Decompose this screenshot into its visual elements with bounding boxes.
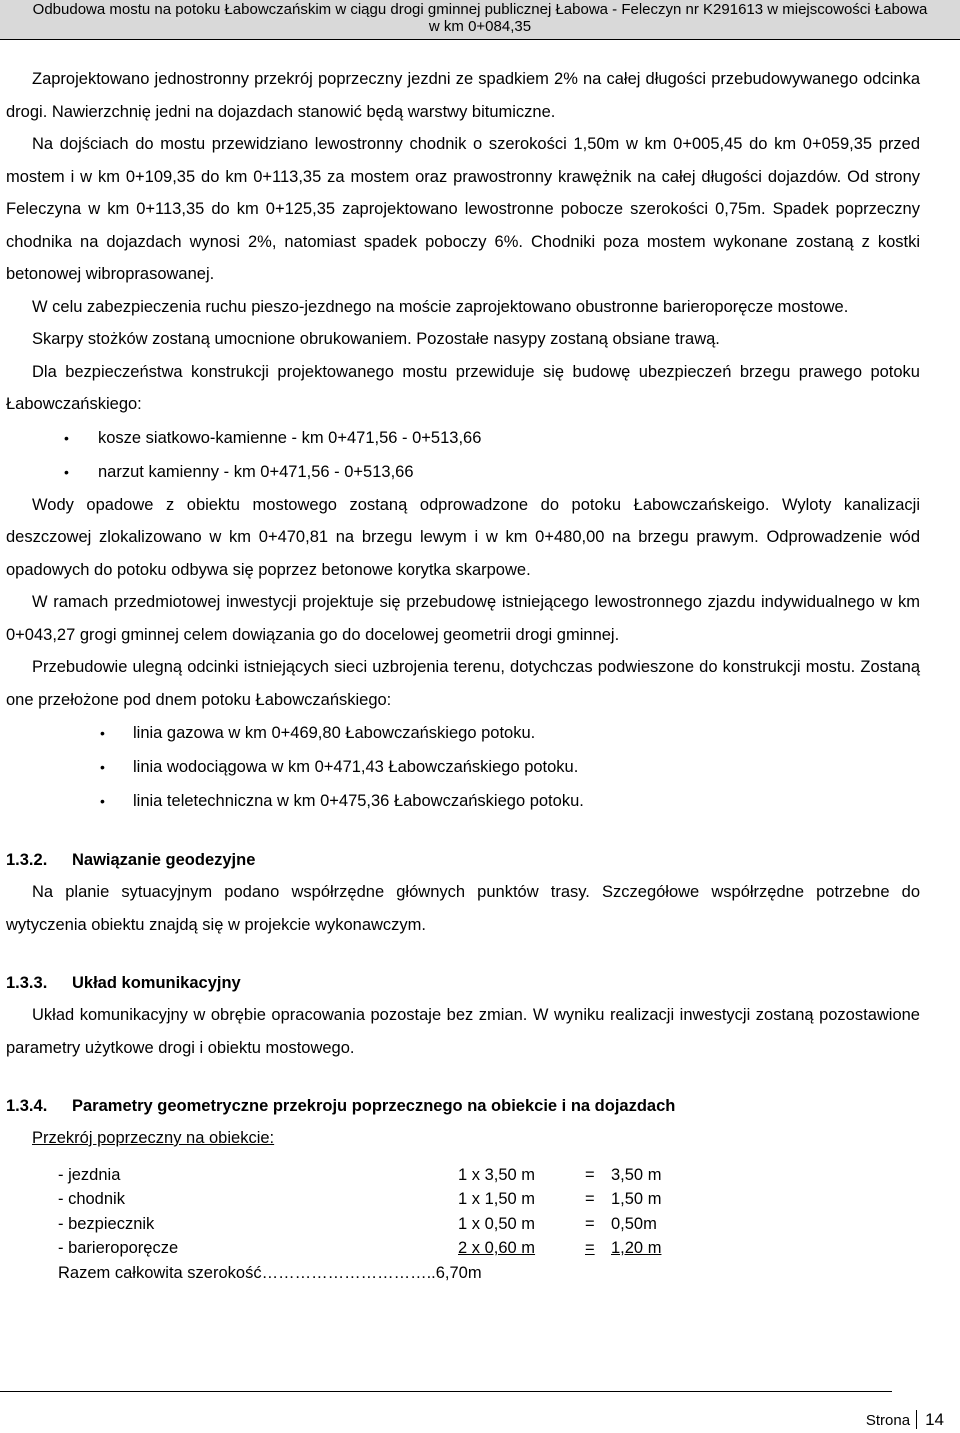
bullet-icon: • <box>100 793 105 809</box>
document-body <box>6 63 920 1285</box>
paragraph-driveway: W ramach przedmiotowej inwestycji projektuje się przebudowę istniejącego lewostronnego zjazdu indywidualnego w km 0+043,27 grogi gminnej celem dowiązania go do docelowej geometrii drogi gminnej. <box>6 593 920 644</box>
header-divider <box>0 39 960 40</box>
table-row: - bezpiecznik 1 x 0,50 m = 0,50m <box>58 1214 657 1233</box>
section-heading-1-3-2: 1.3.2. Nawiązanie geodezyjne <box>6 851 256 869</box>
bullet-icon: • <box>100 759 105 775</box>
header-km: w km 0+084,35 <box>428 18 532 35</box>
table-row: - chodnik 1 x 1,50 m = 1,50 m <box>58 1190 662 1208</box>
list-item: • linia teletechniczna w km 0+475,36 Łabowczańskiego potoku. <box>6 784 920 818</box>
page-footer <box>866 1410 944 1430</box>
list-item: • linia gazowa w km 0+469,80 Łabowczańskiego potoku. <box>6 716 920 750</box>
paragraph-cross-section: Zaprojektowano jednostronny przekrój poprzeczny jezdni ze spadkiem 2% na całej długości przebudowywanego odcinka drogi. Nawierzchnię jedni na dojazdach stanowić będą warstwy bitumiczne. <box>6 70 920 121</box>
list-item: • narzut kamienny - km 0+471,56 - 0+513,66 <box>6 455 920 489</box>
section-heading-1-3-3: 1.3.3. Układ komunikacyjny <box>6 974 241 992</box>
footer-divider <box>0 1391 892 1392</box>
bullet-icon: • <box>64 463 69 480</box>
section-heading-1-3-4: 1.3.4. Parametry geometryczne przekroju poprzecznego na obiekcie i na dojazdach <box>6 1097 676 1115</box>
bullet-icon: • <box>100 725 105 741</box>
bank-protection-list <box>6 421 920 489</box>
table-row: - barieroporęcze 2 x 0,60 m = 1,20 m <box>58 1239 662 1257</box>
paragraph-sidewalks: Na dojściach do mostu przewidziano lewostronny chodnik o szerokości 1,50m w km 0+005,45 do km 0+059,35 przed mostem i w km 0+109,35 do km 0+113,35 za mostem oraz prawostronny krawężnik na całej długości dojazdów. Od strony Feleczyna w km 0+113,35 do km 0+125,35 zaprojektowano lewostronne pobocze szerokości 0,75m. Spadek poprzeczny chodnika na dojazdach wynosi 2%, natomiast spadek poboczy 6%. Chodniki poza mostem wykonane zostaną z kostki betonowej wibroprasowanej. <box>6 135 920 283</box>
list-item: • kosze siatkowo-kamienne - km 0+471,56 - 0+513,66 <box>6 421 920 455</box>
table-row-total: Razem całkowita szerokość…………………………..6,70m <box>58 1263 482 1282</box>
paragraph-slopes: Skarpy stożków zostaną umocnione obrukowaniem. Pozostałe nasypy zostaną obsiane trawą. <box>32 330 720 348</box>
paragraph-bank-protection: Dla bezpieczeństwa konstrukcji projektowanego mostu przewiduje się budowę ubezpieczeń brzegu prawego potoku Łabowczańskiego: <box>6 362 920 413</box>
paragraph-traffic: Układ komunikacyjny w obrębie opracowania pozostaje bez zmian. W wyniku realizacji inwestycji zostaną pozostawione parametry użytkowe drogi i obiektu mostowego. <box>6 1006 920 1057</box>
page-header <box>0 0 960 39</box>
paragraph-railings: W celu zabezpieczenia ruchu pieszo-jezdnego na moście zaprojektowano obustronne barieroporęcze mostowe. <box>32 297 849 316</box>
table-row: - jezdnia 1 x 3,50 m = 3,50 m <box>58 1165 662 1184</box>
list-item: • linia wodociągowa w km 0+471,43 Łabowczańskiego potoku. <box>6 750 920 784</box>
utilities-list <box>6 716 920 818</box>
paragraph-drainage: Wody opadowe z obiektu mostowego zostaną odprowadzone do potoku Łabowczańskeigo. Wyloty kanalizacji deszczowej zlokalizowano w km 0+470,81 na brzegu lewym i w km 0+480,00 na brzegu prawym. Odprowadzenie wód opadowych do potoku odbywa się poprzez betonowe korytka skarpowe. <box>6 495 920 579</box>
footer-label: Strona <box>865 1412 911 1429</box>
parameters-table <box>58 1163 661 1286</box>
subheading-bridge-section: Przekrój poprzeczny na obiekcie: <box>32 1129 275 1147</box>
page-number: 14 <box>916 1410 944 1429</box>
paragraph-utilities: Przebudowie ulegną odcinki istniejących sieci uzbrojenia terenu, dotychczas podwieszone do konstrukcji mostu. Zostaną one przełożone pod dnem potoku Łabowczańskiego: <box>6 658 920 709</box>
paragraph-geodesy: Na planie sytuacyjnym podano współrzędne głównych punktów trasy. Szczegółowe współrzędne potrzebne do wytyczenia obiektu znajdą się w projekcie wykonawczym. <box>6 883 920 934</box>
header-title: Odbudowa mostu na potoku Łabowczańskim w ciągu drogi gminnej publicznej Łabowa - Feleczyn nr K291613 w miejscowości Łabowa <box>32 1 928 18</box>
bullet-icon: • <box>64 429 69 446</box>
